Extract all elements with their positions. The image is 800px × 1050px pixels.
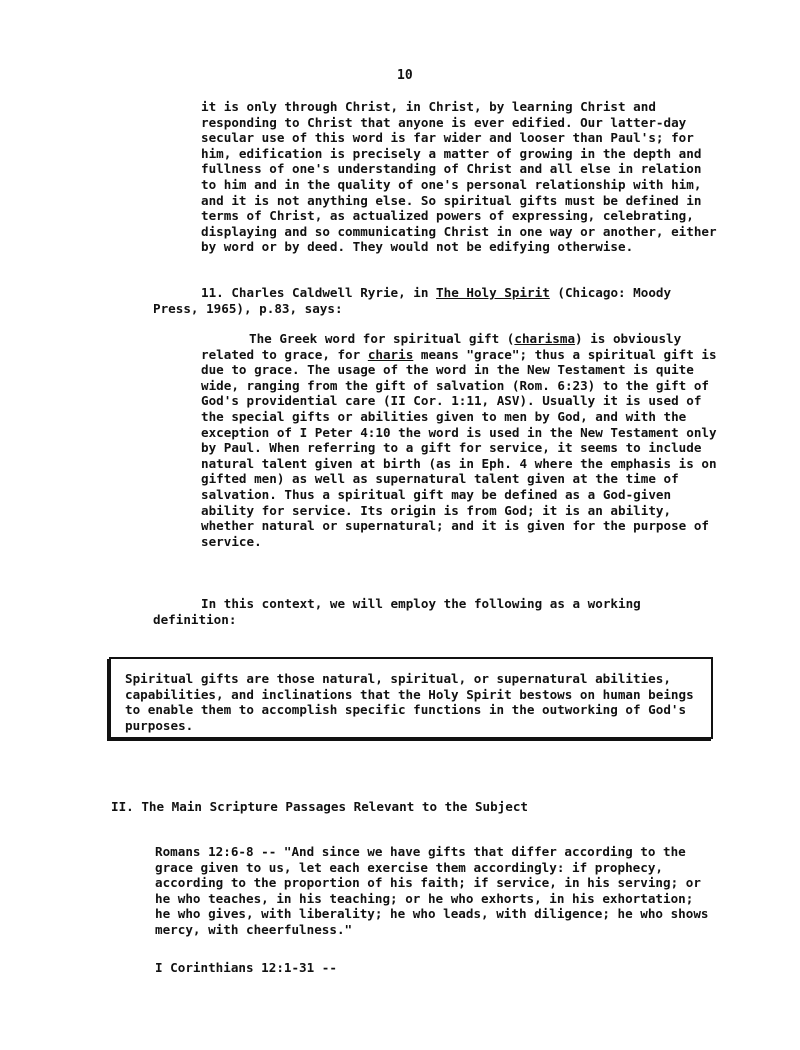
quote-text-part-3: means "grace"; thus a spiritual gift is due to grace. The usage of the word in the New Testament is quite wide, ranging from the gift of salvation (Rom. 6:23) to the gift of God's providential care (II Cor. 1:11, ASV). Usually it is used of the special gifts or abilities given to men by God, and with the exception of I Peter 4:10 the word is used in the New Testament only by Paul. When referring to a gift for service, it seems to include natural talent given at birth (as in Eph. 4 where the emphasis is on gifted men) as well as supernatural talent given at the time of salvation. Thus a spiritual gift may be defined as a God-given ability for service. Its origin is from God; it is an ability, whether natural or supernatural; and it is given for the purpose of service. bbox=[201, 346, 717, 549]
quote-text-part-2: ) is obviously related to grace, for bbox=[201, 331, 682, 362]
quote-text-part-1: The Greek word for spiritual gift ( bbox=[249, 331, 515, 346]
block-quote-edification: it is only through Christ, in Christ, by learning Christ and responding to Christ that anyone is ever edified. Our latter-day secular use of this word is far wider and looser than Paul's; for him, edification is precisely a matter of growing in the depth and fullness of one's understanding of Christ and all else in relation to him and in the quality of one's personal relationship with him, and it is not anything else. So spiritual gifts must be defined in terms of Christ, as actualized powers of expressing, celebrating, displaying and so communicating Christ in one way or another, either by word or by deed. They would not be edifying otherwise. bbox=[201, 99, 717, 255]
paragraph-ryrie-citation bbox=[153, 285, 713, 316]
section-heading: II. The Main Scripture Passages Relevant to the Subject bbox=[111, 799, 529, 814]
term-charisma: charisma bbox=[514, 331, 576, 346]
book-title: The Holy Spirit bbox=[436, 285, 550, 300]
block-quote-ryrie bbox=[201, 331, 721, 549]
citation-intro-text: 11. Charles Caldwell Ryrie, in bbox=[201, 285, 437, 300]
scripture-romans: Romans 12:6-8 -- "And since we have gifts that differ according to the grace given to us, let each exercise them accordingly: if prophecy, according to the proportion of his faith; if service, in his serving; or he who teaches, in his teaching; or he who exhorts, in his exhortation; he who gives, with liberality; he who leads, with diligence; he who shows mercy, with cheerfulness." bbox=[155, 844, 709, 937]
paragraph-working-definition-intro: In this context, we will employ the following as a working definition: bbox=[153, 596, 641, 627]
page-number: 10 bbox=[397, 68, 413, 83]
scripture-corinthians: I Corinthians 12:1-31 -- bbox=[155, 960, 337, 975]
term-charis: charis bbox=[367, 346, 414, 362]
definition-box bbox=[109, 657, 713, 739]
citation-publication-text: (Chicago: Moody Press, 1965), p.83, says: bbox=[153, 285, 672, 316]
definition-text: Spiritual gifts are those natural, spiritual, or supernatural abilities, capabilities, and inclinations that the Holy Spirit bestows on human beings to enable them to accomplish specific functions in the outworking of God's purposes. bbox=[125, 671, 694, 733]
